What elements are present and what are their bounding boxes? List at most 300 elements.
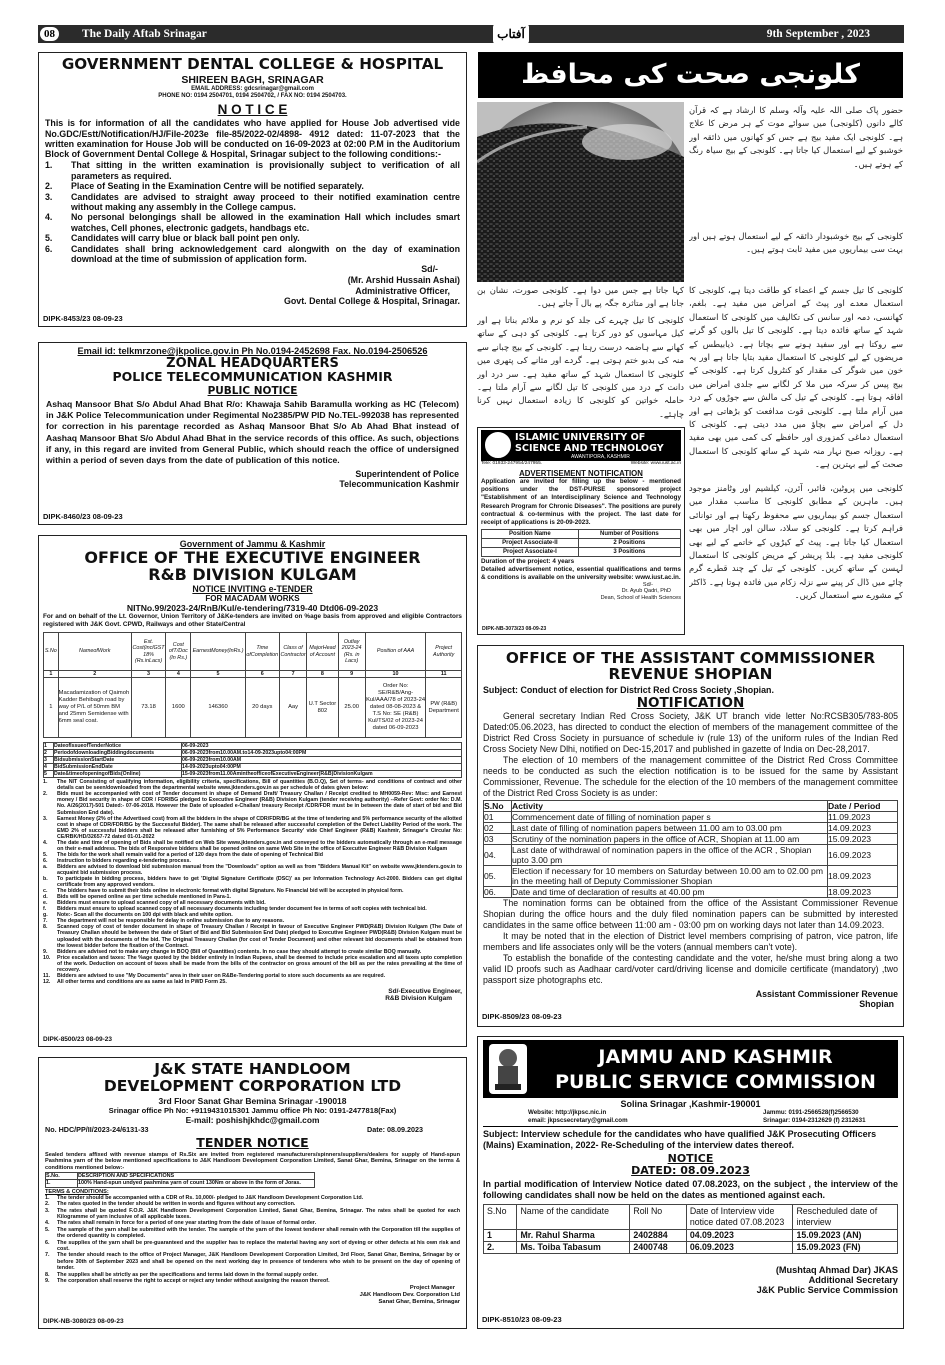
dental-condition-num: 1. (45, 160, 53, 171)
dental-condition-text: No personal belongings shall be allowed in the examination Hall which includes smart watches, Cell phones, electronic gadgets, handbags etc. (71, 212, 460, 233)
jkpsc-cell: 15.09.2023 (FN) (793, 1242, 898, 1254)
shopian-para-3: The nomination forms can be obtained from the office of the Assistant Commissioner Revenue Shopian during the office hours and the duly filed nomination papers can be submitted by interested candidates in the same office between 11:00 am - 03:00 pm on working days not later than 14.09.2023. (483, 898, 898, 931)
rnb-work-table (43, 632, 462, 738)
jkpsc-title-1: JAMMU AND KASHMIR (598, 1046, 833, 1068)
rnb-term-item (43, 949, 462, 955)
rnb-invite: For and on behalf of the Lt. Governor, Union Territory of J&Ke-tenders are invited on %age basis from approved and eligible Contractors registered with J&K Govt. CPWD, Railways and other State/Central (43, 613, 462, 628)
rnb-cell: Aay (279, 678, 306, 738)
rnb-term-text: All other terms and conditions are as same as laid in PWD Form 25. (57, 978, 227, 985)
kalonji-photo (477, 102, 684, 282)
dental-condition-item (45, 212, 460, 233)
iust-place: AWANTIPORA, KASHMIR (571, 454, 630, 460)
handloom-spec-table (45, 1172, 315, 1187)
handloom-term-text: The tender should reach to the office of Project Manager, J&K Handloom Development Corporation Limited, 3rd Floor, Sanat Ghar, Bemina, Srinagar by or before 30th of September 2023 and shall be opened on the next working day in presence of tenderers who wish to be present on the day of opening of tender. (57, 1252, 460, 1272)
rnb-term-text: The bidders have to submit their bids online in electronic format with digital Signature. No Financial bid will be accepted in physical form. (57, 888, 404, 895)
handloom-term-num: 6. (45, 1239, 50, 1246)
urdu-col-para-2: کلونجی کے بیج خوشبودار ذائقہ کے لیے استعمال ہوتے ہیں اور بہت سی بیماریوں میں مفید ثابت ہوتے ہیں۔ (689, 231, 903, 255)
jkpsc-sign-1: (Mushtaq Ahmad Dar) JKAS (775, 1265, 898, 1275)
page-header (38, 25, 904, 43)
rnb-term-num: 4. (43, 839, 48, 846)
rnb-term-text: Bidders are advised to use "My Documents" area in their user on R&Be-Tendering portal to store such documents as are required. (57, 972, 386, 979)
jkpsc-subject: Subject: Interview schedule for the candidates who have qualified J&K Prosecuting Officers (Mains) Examination, 2022- Re-Scheduling of the interview dates thereof. (483, 1129, 877, 1150)
rnb-date-num: 3 (44, 757, 54, 764)
handloom-date: Date: 08.09.2023 (367, 1125, 423, 1134)
police-notice-ad (38, 342, 467, 525)
rnb-date-value: 14-09-2023upto04:00PM (182, 764, 462, 771)
rnb-kulgam-tender-ad (38, 535, 467, 1047)
jkpsc-heading: NOTICE (667, 1152, 714, 1165)
rnb-th-cell: Est. Cost(inclGST 18% (Rs.inLacs) (131, 633, 166, 671)
rnb-dates-table (43, 742, 462, 778)
jkpsc-notice-ad (477, 1036, 904, 1329)
newspaper-name: The Daily Aftab Srinagar (82, 28, 207, 40)
rnb-sub-2: FOR MACADAM WORKS (205, 594, 300, 603)
urdu-body: کلونجی کا تیل جسم کے اعضاء کو طاقت دیتا ہے، کلونجی کا استعمال معدے اور پیٹ کے امراض میں مفید ہے۔ بلغم، کھانسی، دمہ اور سانس کی تکالیف میں کلونجی کا استعمال شہد کے ساتھ فائدہ دیتا ہے۔ کلونجی کا تیل بالوں کو گرنے سے روکتا ہے اور سفید ہونے سے بچاتا ہے۔ ذیابیطس کے مریضوں کے لیے کلونجی کا استعمال مفید بتایا جاتا ہے اور یہ خون میں شوگر کی مقدار کو کنٹرول کرتا ہے۔ کلونجی کے بیج پیس کر سرکہ میں ملا کر لگانے سے جلدی امراض میں افاقہ ہوتا ہے۔ کلونجی کے تیل کی مالش سے جوڑوں کے درد میں آرام ملتا ہے۔ کلونجی قوت مدافعت کو بڑھاتی ہے اور دل کے امراض سے بچاؤ میں مدد دیتی ہے۔ کلونجی کا استعمال دماغی کمزوری اور حافظے کی کمی میں بھی مفید ہے۔ روزانہ صبح نہار منہ شہد کے ساتھ کلونجی کا استعمال صحت کے لیے بہترین ہے۔ (689, 285, 903, 470)
rnb-col-number: 1 (44, 671, 59, 678)
iust-ad (477, 427, 685, 635)
dental-condition-item (45, 233, 460, 243)
rnb-date-row (44, 757, 462, 764)
rnb-term-text: The bids for the work shall remain valid for a period of 120 days from the date of opening of Technical Bid (57, 851, 323, 858)
jkpsc-tel-jammu: Jammu: 0191-2566528(f)2566530 (763, 1109, 859, 1116)
handloom-phones: Srinagar office Ph No: +9119431015301 Jammu office Ph No: 0191-2477818(Fax) (108, 1106, 397, 1115)
dental-phone: PHONE NO: 0194 2504701, 0194 2504702, / FAX NO: 0194 2504703. (158, 93, 347, 100)
handloom-term-text: The rates shall remain in force for a period of one year starting from the date of issue of formal order. (57, 1220, 317, 1227)
shopian-cell-date: 11.09.2023 (828, 812, 898, 823)
jkpsc-website: Website: http://jkpsc.nic.in (528, 1109, 607, 1116)
rnb-term-num: 11. (43, 972, 51, 979)
iust-cell: Project Associate-II (482, 539, 579, 548)
jkpsc-interview-table (483, 1204, 898, 1254)
dental-conditions (45, 160, 460, 264)
rnb-term-num: e. (43, 900, 48, 907)
rnb-term-num: 1. (43, 779, 48, 786)
rnb-date-label: PeriodofdownloadingBiddingdocuments (54, 750, 182, 757)
rnb-term-num: 6. (43, 857, 48, 864)
rnb-th-cell: MajorHead of Account (307, 633, 338, 671)
dental-condition-text: Candidates will carry blue or black ball point pen only. (71, 233, 300, 244)
handloom-title-2: DEVELOPMENT CORPORATION LTD (103, 1076, 402, 1095)
iust-cell: 3 Positions (578, 548, 680, 557)
dental-condition-num: 2. (45, 181, 53, 192)
dental-condition-item (45, 160, 460, 181)
rnb-term-text: Bidders must ensure to upload scanned copy of all necessary documents with bid. (57, 900, 266, 907)
jkpsc-cell: 2. (484, 1242, 517, 1254)
urdu-caption: کہا جاتا ہے جس میں دوا ہے۔ کلونجی صورت، نشان بن جاتا ہے اور متاثرہ جگہ پے بال آ جاتے ہیں۔ (477, 285, 684, 309)
rnb-date-value: 06-09-2023 (182, 743, 462, 750)
iust-name-2: SCIENCE AND TECHNOLOGY (515, 443, 664, 454)
handloom-term-text: The tender should be accompanied with a CDR of Rs. 10,000/- pledged to J&K Handloom Development Corporation Ltd. (57, 1194, 364, 1201)
jkpsc-dated: DATED: 08.09.2023 (631, 1164, 750, 1177)
rnb-date-label: BidsubmissionStartDate (54, 757, 182, 764)
iust-duration: Duration of the project: 4 years (481, 558, 575, 566)
dental-designation: Administrative Officer, (355, 285, 450, 296)
rnb-ref: DIPK-8500/23 08-09-23 (43, 1036, 113, 1043)
iust-tel: Tele: 01933-247954/247955. (481, 461, 543, 466)
jkpsc-th-cell: Name of the candidate (517, 1205, 630, 1230)
rnb-term-item (43, 791, 462, 815)
rnb-date-num: 5 (44, 771, 54, 778)
jkpsc-th-cell: Rescheduled date of interview (793, 1205, 898, 1230)
rnb-sign-1: Sd/-Executive Engineer, (388, 987, 462, 995)
rnb-date-num: 2 (44, 750, 54, 757)
iust-th-position: Position Name (482, 530, 579, 539)
jkpsc-address: Solina Srinagar ,Kashmir-190001 (620, 1099, 761, 1109)
jkpsc-th-cell: Roll No (630, 1205, 686, 1230)
rnb-term-item (43, 864, 462, 876)
rnb-term-text: Bidders must ensure to upload scanned copy of all necessary documents including tender document fee in terms of soft copies with technical bid. (57, 906, 427, 913)
rnb-term-text: Bids must be accompanied with cost of Tender document in shape of Demand Draft/ Treasury Challan / Receipt credited to MH0059-Rev: Misc: and Earnest money / Bid security in shape of CDR / FDR/BG pledged to Executive Engineer (R&B) Division Kulgam (tender receiving authority) --Refer Govt: order No: D.M. No. A/26(2017)-501 Dated:- 07-06-2018. However the Date of uploaded e-Challan/ treasury Receipt /CDR/FDR must be in between the date of start of bid and Bid Submission End date). (57, 791, 462, 816)
police-heading: PUBLIC NOTICE (207, 384, 298, 397)
jkpsc-cell: Mr. Rahul Sharma (517, 1230, 630, 1242)
iust-sd: Sd/- (642, 582, 653, 589)
jkpsc-cell: 2400748 (630, 1242, 686, 1254)
handloom-cell-sno: 1. (46, 1180, 78, 1187)
rnb-date-value: 06-09-2023from10.00AM (182, 757, 462, 764)
rnb-term-text: Bids will be opened online as per time schedule mentioned in Para-1. (57, 894, 231, 901)
rnb-term-text: Earnest Money (2% of the Advertised cost) from all the bidders in the shape of CDR/FDR/BG at the time of tendering and 5% performance security of the allotted cost in shape of CDR/FDR/BG by the Successful Bidder). The same shall be released after successful completion of the Defect Liability Period of the work. The EMD 2% of successful bidders shall be released after furnishing of 5% Performance Security' vide Chief Engineer (R&B) Kashmir, Srinagar's Circular No: CE/RBK/HD/32657-72 dated 01-01-2022 (57, 815, 462, 840)
issue-date: 9th September , 2023 (766, 28, 870, 40)
rnb-term-text: Instruction to bidders regarding e-tendering process. (57, 857, 191, 864)
rnb-date-label: BidSubmissionEndDate (54, 764, 182, 771)
rnb-title-2: R&B DIVISION KULGAM (148, 565, 357, 584)
handloom-tender-ad (38, 1057, 467, 1329)
dental-condition-text: That sitting in the written examination is provisionally subject to verification of all parameters as required. (71, 160, 460, 181)
shopian-para-4: It may be noted that in the election of District level members comprising of patron, vice patron, life members and life associates only will be the voters (annual members can't vote). (483, 931, 898, 953)
rnb-date-row (44, 764, 462, 771)
jkpsc-cell: 04.09.2023 (686, 1230, 793, 1242)
rnb-terms (43, 779, 462, 985)
national-emblem-icon (489, 1044, 527, 1094)
shopian-para-5: To establish the bonafide of the contesting candidate and the voter, he/she must bring along a two valid ID proofs such as Aadhaar card/voter card/driving license and domicile certificate (mandatory) ,two passport size photographs etc. (483, 953, 898, 986)
handloom-term-num: 1. (45, 1194, 50, 1201)
rnb-term-num: g. (43, 912, 48, 919)
rnb-th-cell: NameofWork (58, 633, 131, 671)
shopian-cell-date: 15.09.2023 (828, 834, 898, 845)
jkpsc-cell: 06.09.2023 (686, 1242, 793, 1254)
iust-ref: DIPK-NB-3073/23 08-09-23 (482, 626, 547, 632)
jkpsc-sign-2: Additional Secretary (808, 1275, 898, 1285)
handloom-term-num: 7. (45, 1252, 50, 1259)
rnb-th-cell: Outlay 2023-24 (Rs. in Lacs) (338, 633, 365, 671)
shopian-cell-date: 16.09.2023 (828, 845, 898, 866)
handloom-term-num: 8. (45, 1271, 50, 1278)
rnb-col-number: 7 (279, 671, 306, 678)
rnb-date-num: 1 (44, 743, 54, 750)
dental-title: GOVERNMENT DENTAL COLLEGE & HOSPITAL (61, 55, 444, 73)
rnb-term-num: 2. (43, 791, 48, 798)
rnb-th-cell: S.No (44, 633, 59, 671)
rnb-sign-2: R&B Division Kulgam (385, 994, 452, 1002)
rnb-term-text: Bidders are advised to download bid submission manual from the "Downloads" option as well as from "Bidders Manual Kit" on website www.jktenders.gov.in to acquaint bid submission process. (57, 863, 462, 876)
shopian-cell-sno: 06. (484, 887, 512, 898)
handloom-cell-desc: 100% Hand-spun undyed pashmina yarn of count 130Nm or above in the form of Joras. (78, 1180, 315, 1187)
shopian-row (484, 834, 898, 845)
shopian-cell-activity: Scrutiny of the nomination papers in the office of ACR, Shopian at 11.00 am (512, 834, 828, 845)
rnb-date-row (44, 750, 462, 757)
shopian-notification-ad (477, 645, 904, 1027)
police-body: Ashaq Mansoor Bhat S/o Abdul Ahad Bhat R/o: Khawaja Sahib Baramulla working as HC (Telecom) in J&K Police Telecommunication under Regimental No2385/PW PID No.TEL-992038 has represented for correction in his parentage recorded as Ashaq Mansoor Bhat S/o Ab Ahad Bhat instead of Aashaq Mansoor Bhat S/o Abdul Ahad Bhat in the service records of this office. As such, objections if any, in this regard are invited from General Public, which should reach the office of undersigned within a period of seven days from the date of publication of this notice. (46, 399, 459, 466)
rnb-term-num: 12. (43, 978, 51, 985)
rnb-term-text: The department will not be responsible for delay in online submission due to any reasons. (57, 918, 285, 925)
rnb-term-text: The date and time of opening of Bids shall be notified on Web Site www.jktenders.gov.in and conveyed to the bidders automatically through an e-mail message on their e-mail address. The bids of Responsive bidders shall be opened online on same Web Site in the office of Executive Engineer R&B Division Kulgam (57, 839, 462, 852)
rnb-date-value: 15-09-2023from11.00AmintheofficeofExecutiveEngineer(R&B)DivisionKulgam (182, 771, 462, 778)
shopian-sign-2: Shopian (859, 999, 894, 1010)
rnb-term-num: a. (43, 863, 48, 870)
shopian-cell-activity: Date and time of declaration of results at 40.00 pm (512, 887, 828, 898)
handloom-terms (45, 1195, 460, 1285)
rnb-cell: 73.18 (131, 678, 166, 738)
rnb-cell: 1600 (166, 678, 191, 738)
iust-emblem-icon (485, 432, 511, 458)
rnb-term-item (43, 876, 462, 888)
handloom-th-sno: S.No. (46, 1173, 78, 1180)
rnb-date-row (44, 771, 462, 778)
shopian-sign-1: Assistant Commissioner Revenue (755, 989, 898, 1000)
dental-condition-item (45, 192, 460, 213)
dental-condition-text: Place of Seating in the Examination Centre will be notified separately. (71, 181, 364, 192)
handloom-sign-3: Sanat Ghar, Bemina, Srinagar (378, 1299, 460, 1306)
rnb-th-cell: EarnestMoney(InRs.) (191, 633, 245, 671)
rnb-date-row (44, 743, 462, 750)
jkpsc-cell: 1 (484, 1230, 517, 1242)
dental-org: Govt. Dental College & Hospital, Srinagar. (283, 296, 460, 307)
rnb-term-num: d. (43, 894, 48, 901)
rnb-term-item (43, 779, 462, 791)
rnb-date-label: DateofIssueofTenderNotice (54, 743, 182, 750)
iust-detail: Detailed advertisement notice, essential qualifications and terms & conditions is available on the university website: www.iust.ac.in. (481, 566, 681, 582)
jkpsc-th-cell: S.No (484, 1205, 517, 1230)
handloom-term-item (45, 1208, 460, 1221)
rnb-term-num: f. (43, 906, 47, 913)
handloom-term-text: The corporation shall reserve the right to accept or reject any tender without assigning the reason thereof. (57, 1277, 330, 1284)
rnb-col-number: 10 (365, 671, 426, 678)
shopian-cell-sno: 05. (484, 866, 512, 887)
rnb-cell: Macadamization of Qaimoh Kadder Behibagh road by way of P/L of 50mm BM and 25mm Semidense with 6mm seal coat. (58, 678, 131, 738)
iust-cell: 2 Positions (578, 539, 680, 548)
handloom-heading: TENDER NOTICE (196, 1135, 309, 1150)
rnb-col-number: 5 (191, 671, 245, 678)
handloom-th-desc: DESCRIPTION AND SPECIFICATIONS (78, 1173, 315, 1180)
rnb-term-text: Note:- Scan all the documents on 100 dpi with black and white option. (57, 912, 233, 919)
urdu-body-left: کلونجی کا تیل چہرے کی جلد کو نرم و ملائم بناتا ہے اور کیل مہاسوں کو دور کرتا ہے۔ کلونجی کو دہی کے ساتھ کھانے سے ہاضمہ درست رہتا ہے۔ کلونجی کے بیج چبانے سے منہ کی بدبو ختم ہوتی ہے۔ گردے اور مثانے کی پتھری میں کلونجی کا استعمال شہد کے ساتھ مفید ہے۔ سر درد اور دانت کے درد میں کلونجی کا تیل لگانے سے آرام ملتا ہے۔ حاملہ خواتین کو کلونجی کا زیادہ استعمال نہیں کرنا چاہئے۔ (477, 315, 684, 419)
rnb-title-1: OFFICE OF THE EXECUTIVE ENGINEER (84, 548, 421, 567)
shopian-heading: NOTIFICATION (636, 694, 745, 711)
dental-condition-item (45, 181, 460, 191)
dental-condition-num: 5. (45, 233, 53, 244)
rnb-th-cell: Position of AAA (365, 633, 426, 671)
shopian-cell-activity: Last date of withdrawal of nomination papers in the office of the ACR , Shopian upto 3.00 pm (512, 845, 828, 866)
handloom-sign-1: Project Manager (409, 1285, 455, 1292)
police-sign-1: Superintendent of Police (355, 469, 459, 480)
urdu-title-banner: کلونجی صحت کی محافظ (478, 52, 903, 98)
rnb-sub-1: NOTICE INVITING e-TENDER (192, 584, 313, 594)
shopian-row (484, 823, 898, 834)
iust-heading: ADVERTISEMENT NOTIFICATION (519, 469, 643, 478)
rnb-cell: U.T Sector 802 (307, 678, 338, 738)
handloom-term-text: The sample of the yarn shall be submitted with the tender. The sample of the yarn of the lowest tenderer shall remain with the Corporation till the supplies of the ordered quantity is completed. (57, 1226, 460, 1240)
handloom-ref: DIPK-NB-3080/23 08-09-23 (43, 1318, 124, 1325)
iust-banner (481, 430, 681, 461)
dental-sd: Sd/- (421, 264, 438, 275)
handloom-term-text: The supplies shall be strictly as per the specifications and terms laid down in the formal supply order. (57, 1271, 318, 1278)
handloom-term-num: 3. (45, 1207, 50, 1214)
police-title-1: ZONAL HEADQUARTERS (166, 356, 339, 371)
rnb-term-item (43, 924, 462, 948)
jkpsc-row (484, 1242, 898, 1254)
handloom-term-item (45, 1240, 460, 1253)
shopian-th-date: Date / Period (828, 801, 898, 812)
jkpsc-cell: 2402884 (630, 1230, 686, 1242)
jkpsc-th-cell: Date of Interview vide notice dated 07.08.2023 (686, 1205, 793, 1230)
jkpsc-cell: Ms. Toiba Tabasum (517, 1242, 630, 1254)
iust-body: Application are invited for filling up the below - mentioned positions under the DST-PURSE sponsored project "Establishment of an Interdisciplinary Science and Technology Research Program for Chronic Diseases". The positions are purely contractual & co-terminus with the project. The last date for receipt of applications is 20-09-2023. (481, 478, 682, 527)
police-title-2: POLICE TELECOMMUNICATION KASHMIR (112, 369, 393, 384)
dental-condition-num: 4. (45, 212, 53, 223)
shopian-row (484, 812, 898, 823)
shopian-cell-sno: 01 (484, 812, 512, 823)
handloom-term-text: The rates quoted in the tender should be written in words and figures without any correction. (57, 1201, 296, 1208)
shopian-row (484, 845, 898, 866)
rnb-th-cell: Project Authority (426, 633, 462, 671)
rnb-term-num: b. (43, 876, 48, 883)
shopian-cell-date: 18.09.2023 (828, 887, 898, 898)
shopian-title-2: REVENUE SHOPIAN (608, 665, 773, 684)
rnb-term-item (43, 979, 462, 985)
jkpsc-body: In partial modification of Interview Notice dated 07.08.2023, on the subject , the interview of the following candidates shall now be held on the dates as mentioned against each. (483, 1179, 898, 1200)
iust-positions-table (481, 529, 681, 557)
iust-th-number: Number of Positions (578, 530, 680, 539)
rnb-term-text: Price escalation and taxes: The %age quoted by the bidder entirely in Indian Rupees, shall be deemed to include price escalation and all taxes upto completion of the work. Deduction on account of taxes shall be made from the bills of the contractor on gross amount of the bill as per the rates prevailing at the time of recovery. (57, 954, 462, 973)
iust-cell: Project Associate-I (482, 548, 579, 557)
rnb-term-text: Bidders are advised not to make any change in BOQ (Bill of Quantities) contents. In no case they should attempt to create similar BOQ manually. (57, 948, 422, 955)
iust-web: Website: www.iust.ac.in (630, 461, 681, 466)
rnb-date-label: Date&timeofopeningofBids(Online) (54, 771, 182, 778)
rnb-term-num: 7. (43, 918, 48, 925)
rnb-date-num: 4 (44, 764, 54, 771)
dental-signer: (Mr. Arshid Hussain Ashai) (347, 275, 460, 286)
shopian-cell-date: 14.09.2023 (828, 823, 898, 834)
rnb-th-cell: Class of Contractor (279, 633, 306, 671)
iust-dept: Dean, School of Health Sciences (600, 594, 681, 601)
urdu-body-right: کلونجی میں پروٹین، فائبر، آئرن، کیلشیم اور وٹامنز موجود ہیں۔ ماہرین کے مطابق کلونجی کا مناسب مقدار میں استعمال جسم کو بیماریوں سے محفوظ رکھتا ہے اور توانائی فراہم کرتا ہے۔ کلونجی کو سلاد، سالن اور اچار میں بھی استعمال کیا جاتا ہے۔ پیٹ کے کیڑوں کے خاتمے کے لیے بھی کلونجی مفید ہے۔ بلڈ پریشر کے مریض کلونجی کا استعمال لہسن کے ساتھ کریں۔ کلونجی کے تیل کے چند قطرے گرم چائے میں ڈال کر پینے سے نزلہ زکام میں فائدہ ہوتا ہے۔ ڈاکٹر کے مشورے سے استعمال کریں۔ (689, 483, 903, 601)
rnb-cell: 25.00 (338, 678, 365, 738)
police-contact: Email id: telkmrzone@jkpolice.gov.in Ph No.0194-2452698 Fax. No.0194-2506526 (77, 346, 428, 356)
shopian-cell-date: 18.09.2023 (828, 866, 898, 887)
shopian-cell-sno: 02 (484, 823, 512, 834)
shopian-row (484, 887, 898, 898)
handloom-email: E-mail: poshishjkhdc@gmail.com (185, 1115, 320, 1125)
handloom-sign-2: J&K Handloom Dev. Corporation Ltd (359, 1292, 460, 1299)
rnb-th-cell: Time ofCompletion (245, 633, 279, 671)
jkpsc-cell: 15.09.2023 (AN) (793, 1230, 898, 1242)
rnb-date-value: 06-09-2023from10.00AM.to14-09-2023upto04:00PM (182, 750, 462, 757)
rnb-col-number: 3 (131, 671, 166, 678)
shopian-cell-sno: 03 (484, 834, 512, 845)
shopian-row (484, 866, 898, 887)
police-ref: DIPK-8460/23 08-09-23 (43, 512, 123, 521)
shopian-schedule-table (483, 800, 898, 898)
rnb-term-item (43, 840, 462, 852)
rnb-col-number: 9 (338, 671, 365, 678)
urdu-col-para-1: حضور پاک صلی اللہ علیہ وآلہ وسلم کا ارشاد ہے کہ قرآن کالے دانوں (کلونجی) میں سوائے موت کے ہر مرض کا علاج ہے۔ کلونجی ایک مفید بیج ہے جس کو کھانوں میں ذائقہ اور خوشبو کے لیے استعمال کیا جاتا ہے۔ کلونجی کے بیج سیاہ رنگ کے ہوتے ہیں۔ (689, 105, 903, 169)
iust-name-1: ISLAMIC UNIVERSITY OF (515, 432, 646, 443)
jkpsc-sign-3: J&K Public Service Commission (756, 1285, 898, 1295)
rnb-term-num: 8. (43, 924, 48, 931)
dental-condition-text: Candidates are advised to straight away proceed to their notified examination centre without making any assembly in the College campus. (71, 191, 460, 213)
handloom-term-item (45, 1252, 460, 1271)
page-number: 08 (40, 27, 59, 41)
rnb-term-num: 5. (43, 851, 48, 858)
handloom-term-num: 9. (45, 1277, 50, 1284)
rnb-col-number: 8 (307, 671, 338, 678)
shopian-para-1: General secretary Indian Red Cross Society, J&K UT branch vide letter No:RCSB305/783-805 Dated:05.06.2023, has directed to conduct the election of members of the management committee of the District Red Cross Society in pursuance of schedule iv (rule 13) of the uniform rules of the Indian Red Cross Society New Dlhi, notified on Dec-15,2017 and published in gazette of India on Dec-28,2017. (483, 711, 898, 755)
handloom-intro: Sealed tenders affixed with revenue stamps of Rs.Six are invited from registered manufacturers/spinners/suppliers/dealers for supply of Hand-spun Pashmina yarn of the below mentioned specifications to J&K Handloom Development Corporation Limited, Sanat Ghar, Bemina, Srinagar on the terms & conditions mentioned below:- (45, 1151, 460, 1171)
rnb-cell: PW (R&B) Department (426, 678, 462, 738)
rnb-term-text: To participate in bidding process, bidders have to get 'Digital Signature Certificate (DSC)' as per Information Technology Act-2000. Bidders can get digital certificate from any approved vendors. (57, 876, 462, 889)
newspaper-logo: آفتاب (493, 24, 529, 44)
jkpsc-ref: DIPK-8510/23 08-09-23 (482, 1315, 562, 1324)
shopian-cell-sno: 04. (484, 845, 512, 866)
rnb-gov: Government of Jammu & Kashmir (179, 539, 326, 549)
shopian-cell-activity: Election if necessary for 10 members on Saturday between 10.00 am to 02.00 pm in the meeting hall of Deputy Commissioner Shopian (512, 866, 828, 887)
rnb-col-number: 6 (245, 671, 279, 678)
dental-subtitle: SHIREEN BAGH, SRINAGAR (181, 74, 324, 87)
handloom-address: 3rd Floor Sanat Ghar Bemina Srinagar -190018 (158, 1096, 347, 1106)
rnb-term-text: The NIT Consisting of qualifying information, eligibility criteria, specifications, Bill of quantities (B.O.Q), Set of terms- and conditions of contract and other details can be seen/downloaded from the departmental website www.jktenders.gov.in as per schedule of dates given below: (57, 779, 462, 792)
handloom-ref-no: No. HDC/PP/II/2023-24/6131-33 (45, 1125, 149, 1134)
shopian-th-sno: S.No (484, 801, 512, 812)
dental-ref: DIPK-8453/23 08-09-23 (43, 314, 123, 323)
jkpsc-tel-srinagar: Srinagar: 0194-2312629 (f) 2312631 (763, 1117, 866, 1124)
shopian-ref: DIPK-8509/23 08-09-23 (482, 1012, 562, 1021)
jkpsc-row (484, 1230, 898, 1242)
shopian-para-2: The election of 10 members of the management committee of the District Red Cross Committee needs to be conducted as such the election notification is to be issued for the same by Assistant Commissioner, Revenue. The schedule for the election of the 10 members of the management committee of the District Red Cross Society is as under: (483, 755, 898, 799)
rnb-term-num: 3. (43, 815, 48, 822)
rnb-col-number: 11 (426, 671, 462, 678)
dental-college-ad (38, 52, 467, 327)
shopian-cell-activity: Commencement date of filling of nomination paper s (512, 812, 828, 823)
dental-intro: This is for information of all the candidates who have applied for House Job advertised vide No.GDC/Estt/Notification/HJ/File-2023e file-85/2022-02/4898- 4912 dated: 11-07-2023 that the written examination for House Job will be conducted on 16-09-2023 at 02:00 P.M in the Auditorium Block of Government Dental College & Hospital, Srinagar subject to the following conditions:- (45, 118, 460, 160)
police-sign-2: Telecommunication Kashmir (339, 479, 459, 490)
handloom-term-num: 5. (45, 1226, 50, 1233)
rnb-nit: NITNo.99/2023-24/RnB/Kul/e-tendering/7319-40 Dtd06-09-2023 (126, 603, 379, 613)
jkpsc-banner (483, 1040, 898, 1098)
handloom-title-1: J&K STATE HANDLOOM (154, 1060, 351, 1078)
handloom-term-text: The rates shall be quoted F.O.R. J&K Handloom Development Corporation Limited, Sanat Ghar, Bemina, Srinagar. The rates shall be quoted for each Kilogramme of yarn inclusive of all applicable taxes. (57, 1207, 460, 1220)
handloom-term-num: 4. (45, 1220, 50, 1227)
handloom-term-num: 2. (45, 1201, 50, 1208)
dental-condition-text: Candidates shall bring acknowledgement card alongwith on the day of examination download at the time of submission of application form. (71, 243, 460, 265)
dental-email: EMAIL ADDRESS: gdcsrinagar@gmail.com (191, 86, 314, 93)
handloom-term-item (45, 1227, 460, 1240)
jkpsc-rule (483, 1126, 898, 1127)
shopian-th-activity: Activity (512, 801, 828, 812)
shopian-cell-activity: Last date of filling of nomination papers between 11.00 am to 03.00 pm (512, 823, 828, 834)
rnb-cell: 1 (44, 678, 59, 738)
dental-notice-heading: N O T I C E (217, 102, 288, 118)
rnb-col-number: 4 (166, 671, 191, 678)
shopian-title-1: OFFICE OF THE ASSISTANT COMMISSIONER (505, 649, 876, 667)
rnb-col-number: 2 (58, 671, 131, 678)
handloom-term-text: The supplies of the yarn shall be pre-guaranteed and the supplier has to replace the material having any sort of dyeing or other defects at his own risk and cost. (57, 1239, 460, 1252)
rnb-term-num: 10. (43, 954, 51, 961)
black-seeds-image (477, 102, 684, 282)
shopian-subject: Subject: Conduct of election for District Red Cross Society ,Shopian. (483, 684, 774, 695)
rnb-cell: 146360 (191, 678, 245, 738)
rnb-term-text: Scanned copy of cost of tender document in shape of Treasury Challan / Receipt in favour of Executive Engineer PWD(R&B) Division Kulgam (The Date of Treasury Challan should be between the date of Start of Bid and Bid Submission End Date) pledged to Executive Engineer PWD(R&B) Division Kulgam must be uploaded with the documents of the bid. The Original Treasury Challan (for cost of Tender Document) and other relevant bid documents shall be obtained from the lowest bidder before the fixation of the Contract. (57, 924, 462, 949)
handloom-term-item (45, 1278, 460, 1284)
